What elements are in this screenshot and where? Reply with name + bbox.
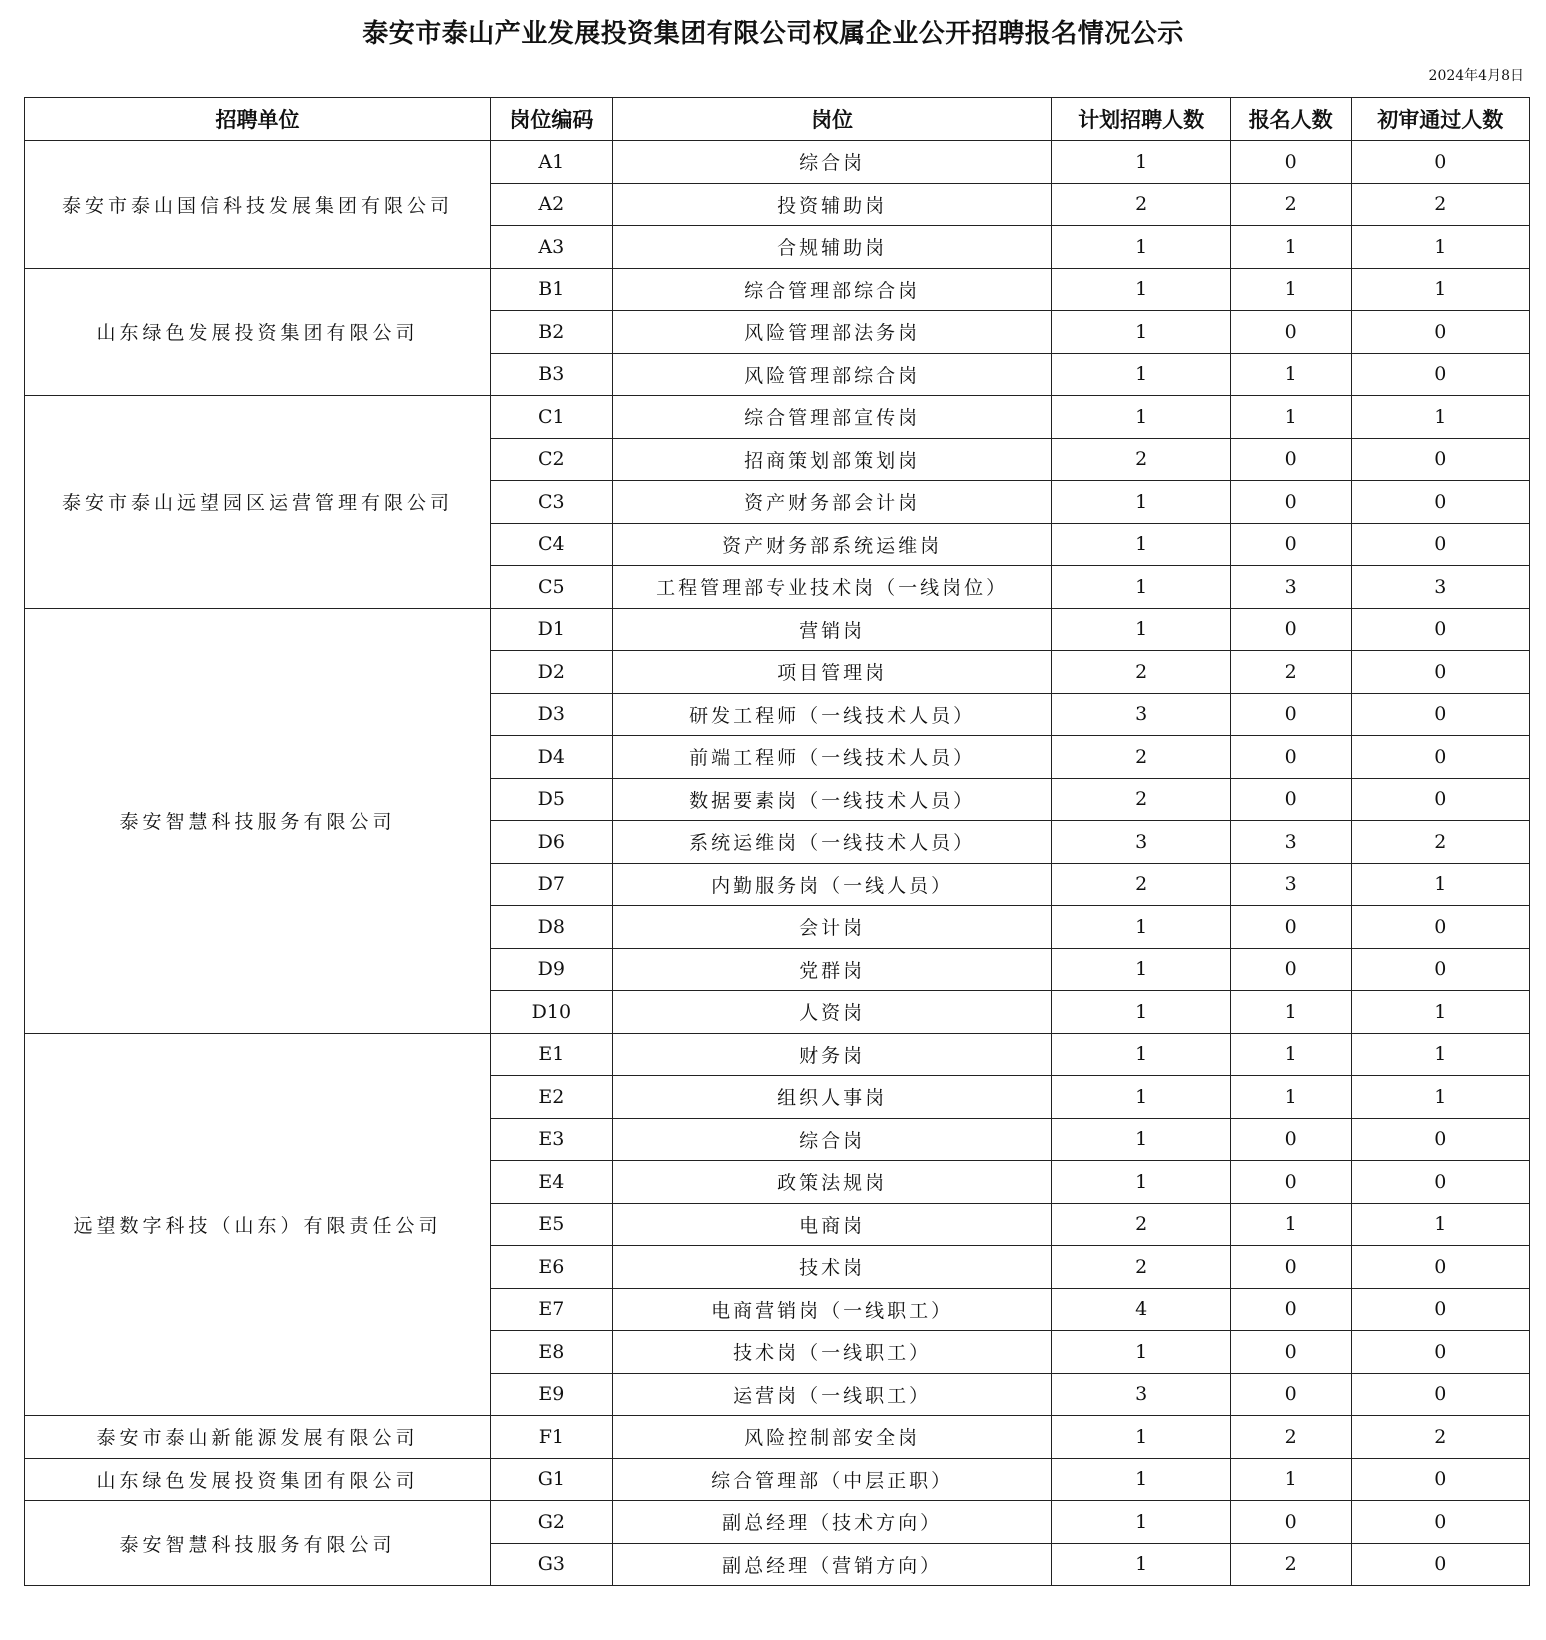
cell-post: 综合管理部宣传岗 [612, 396, 1052, 439]
cell-code: E5 [490, 1203, 612, 1246]
cell-passed: 0 [1351, 651, 1529, 694]
cell-applied: 2 [1230, 1416, 1351, 1459]
table-body [25, 141, 1530, 1586]
cell-plan: 2 [1052, 736, 1230, 779]
table-row [25, 268, 1530, 311]
cell-post: 党群岗 [612, 948, 1052, 991]
cell-post: 综合岗 [612, 141, 1052, 184]
cell-plan: 1 [1052, 1033, 1230, 1076]
table-row [25, 1416, 1530, 1459]
cell-passed: 0 [1351, 311, 1529, 354]
cell-post: 数据要素岗（一线技术人员） [612, 778, 1052, 821]
cell-post: 运营岗（一线职工） [612, 1373, 1052, 1416]
cell-applied: 3 [1230, 821, 1351, 864]
cell-post: 综合管理部（中层正职） [612, 1458, 1052, 1501]
cell-code: D7 [490, 863, 612, 906]
page-title: 泰安市泰山产业发展投资集团有限公司权属企业公开招聘报名情况公示 [362, 19, 1184, 49]
cell-plan: 2 [1052, 863, 1230, 906]
cell-passed: 1 [1351, 1076, 1529, 1119]
cell-applied: 0 [1230, 736, 1351, 779]
cell-unit: 泰安智慧科技服务有限公司 [25, 608, 491, 1033]
cell-code: D10 [490, 991, 612, 1034]
cell-applied: 1 [1230, 1033, 1351, 1076]
cell-plan: 1 [1052, 1118, 1230, 1161]
cell-code: D3 [490, 693, 612, 736]
cell-code: B1 [490, 268, 612, 311]
cell-applied: 0 [1230, 438, 1351, 481]
cell-code: A1 [490, 141, 612, 184]
table-header-row [25, 98, 1530, 141]
cell-unit: 泰安市泰山新能源发展有限公司 [25, 1416, 491, 1459]
cell-passed: 0 [1351, 778, 1529, 821]
cell-plan: 1 [1052, 1331, 1230, 1374]
cell-post: 合规辅助岗 [612, 226, 1052, 269]
cell-post: 营销岗 [612, 608, 1052, 651]
cell-applied: 0 [1230, 523, 1351, 566]
cell-post: 风险管理部综合岗 [612, 353, 1052, 396]
cell-plan: 2 [1052, 183, 1230, 226]
cell-post: 综合岗 [612, 1118, 1052, 1161]
cell-post: 系统运维岗（一线技术人员） [612, 821, 1052, 864]
cell-passed: 1 [1351, 1203, 1529, 1246]
recruitment-table [24, 97, 1530, 1586]
cell-plan: 2 [1052, 778, 1230, 821]
cell-passed: 2 [1351, 821, 1529, 864]
cell-applied: 2 [1230, 183, 1351, 226]
cell-code: G2 [490, 1501, 612, 1544]
col-header-applied: 报名人数 [1230, 98, 1351, 141]
cell-post: 资产财务部会计岗 [612, 481, 1052, 524]
cell-code: F1 [490, 1416, 612, 1459]
cell-applied: 1 [1230, 1076, 1351, 1119]
cell-plan: 3 [1052, 1373, 1230, 1416]
cell-plan: 1 [1052, 141, 1230, 184]
cell-applied: 0 [1230, 1246, 1351, 1289]
cell-code: D6 [490, 821, 612, 864]
cell-post: 综合管理部综合岗 [612, 268, 1052, 311]
cell-post: 人资岗 [612, 991, 1052, 1034]
cell-post: 电商营销岗（一线职工） [612, 1288, 1052, 1331]
cell-code: B2 [490, 311, 612, 354]
cell-post: 前端工程师（一线技术人员） [612, 736, 1052, 779]
cell-post: 资产财务部系统运维岗 [612, 523, 1052, 566]
cell-applied: 0 [1230, 1118, 1351, 1161]
cell-post: 内勤服务岗（一线人员） [612, 863, 1052, 906]
cell-post: 研发工程师（一线技术人员） [612, 693, 1052, 736]
cell-plan: 1 [1052, 396, 1230, 439]
table-row [25, 1033, 1530, 1076]
cell-passed: 0 [1351, 1161, 1529, 1204]
cell-passed: 3 [1351, 566, 1529, 609]
table-row [25, 396, 1530, 439]
publish-date: 2024年4月8日 [1428, 68, 1524, 84]
cell-applied: 3 [1230, 566, 1351, 609]
cell-plan: 1 [1052, 523, 1230, 566]
cell-post: 电商岗 [612, 1203, 1052, 1246]
cell-applied: 0 [1230, 906, 1351, 949]
cell-plan: 1 [1052, 1076, 1230, 1119]
cell-applied: 0 [1230, 948, 1351, 991]
cell-post: 副总经理（营销方向） [612, 1543, 1052, 1586]
cell-passed: 0 [1351, 523, 1529, 566]
cell-code: C5 [490, 566, 612, 609]
cell-passed: 0 [1351, 693, 1529, 736]
cell-passed: 1 [1351, 1033, 1529, 1076]
cell-applied: 0 [1230, 141, 1351, 184]
cell-code: D4 [490, 736, 612, 779]
cell-passed: 0 [1351, 1331, 1529, 1374]
cell-applied: 0 [1230, 608, 1351, 651]
cell-unit: 远望数字科技（山东）有限责任公司 [25, 1033, 491, 1416]
cell-applied: 1 [1230, 226, 1351, 269]
cell-applied: 0 [1230, 311, 1351, 354]
cell-passed: 0 [1351, 736, 1529, 779]
cell-applied: 0 [1230, 1501, 1351, 1544]
cell-applied: 1 [1230, 1458, 1351, 1501]
cell-passed: 0 [1351, 906, 1529, 949]
cell-post: 技术岗 [612, 1246, 1052, 1289]
cell-plan: 1 [1052, 481, 1230, 524]
cell-plan: 1 [1052, 948, 1230, 991]
cell-applied: 0 [1230, 1331, 1351, 1374]
cell-passed: 2 [1351, 1416, 1529, 1459]
cell-passed: 1 [1351, 991, 1529, 1034]
cell-code: E9 [490, 1373, 612, 1416]
cell-plan: 1 [1052, 311, 1230, 354]
cell-post: 风险管理部法务岗 [612, 311, 1052, 354]
cell-passed: 0 [1351, 1501, 1529, 1544]
cell-code: C2 [490, 438, 612, 481]
cell-passed: 0 [1351, 438, 1529, 481]
cell-code: D8 [490, 906, 612, 949]
cell-applied: 1 [1230, 1203, 1351, 1246]
table-row [25, 1501, 1530, 1544]
table-row [25, 608, 1530, 651]
cell-post: 会计岗 [612, 906, 1052, 949]
cell-applied: 0 [1230, 481, 1351, 524]
cell-passed: 0 [1351, 608, 1529, 651]
cell-post: 技术岗（一线职工） [612, 1331, 1052, 1374]
cell-applied: 1 [1230, 396, 1351, 439]
cell-applied: 1 [1230, 268, 1351, 311]
cell-passed: 1 [1351, 226, 1529, 269]
cell-plan: 1 [1052, 226, 1230, 269]
cell-passed: 0 [1351, 481, 1529, 524]
cell-unit: 泰安智慧科技服务有限公司 [25, 1501, 491, 1586]
cell-code: A2 [490, 183, 612, 226]
cell-plan: 3 [1052, 821, 1230, 864]
cell-plan: 1 [1052, 991, 1230, 1034]
col-header-passed: 初审通过人数 [1351, 98, 1529, 141]
cell-plan: 2 [1052, 1246, 1230, 1289]
cell-plan: 2 [1052, 1203, 1230, 1246]
cell-unit: 山东绿色发展投资集团有限公司 [25, 1458, 491, 1501]
cell-passed: 1 [1351, 268, 1529, 311]
cell-post: 投资辅助岗 [612, 183, 1052, 226]
cell-code: E8 [490, 1331, 612, 1374]
cell-passed: 0 [1351, 1246, 1529, 1289]
cell-applied: 0 [1230, 1161, 1351, 1204]
cell-unit: 泰安市泰山远望园区运营管理有限公司 [25, 396, 491, 609]
table-row [25, 1458, 1530, 1501]
cell-plan: 2 [1052, 651, 1230, 694]
cell-code: A3 [490, 226, 612, 269]
cell-applied: 0 [1230, 693, 1351, 736]
col-header-code: 岗位编码 [490, 98, 612, 141]
cell-plan: 1 [1052, 1416, 1230, 1459]
cell-post: 组织人事岗 [612, 1076, 1052, 1119]
cell-passed: 0 [1351, 353, 1529, 396]
col-header-plan: 计划招聘人数 [1052, 98, 1230, 141]
cell-applied: 1 [1230, 991, 1351, 1034]
cell-passed: 0 [1351, 1458, 1529, 1501]
cell-plan: 4 [1052, 1288, 1230, 1331]
col-header-post: 岗位 [612, 98, 1052, 141]
cell-passed: 0 [1351, 141, 1529, 184]
cell-plan: 1 [1052, 1543, 1230, 1586]
cell-plan: 1 [1052, 1161, 1230, 1204]
cell-code: D2 [490, 651, 612, 694]
cell-applied: 2 [1230, 651, 1351, 694]
cell-applied: 3 [1230, 863, 1351, 906]
table-row [25, 141, 1530, 184]
cell-post: 项目管理岗 [612, 651, 1052, 694]
cell-post: 工程管理部专业技术岗（一线岗位） [612, 566, 1052, 609]
cell-plan: 3 [1052, 693, 1230, 736]
cell-plan: 1 [1052, 608, 1230, 651]
cell-passed: 0 [1351, 1543, 1529, 1586]
cell-applied: 0 [1230, 778, 1351, 821]
cell-code: D1 [490, 608, 612, 651]
cell-post: 财务岗 [612, 1033, 1052, 1076]
cell-post: 政策法规岗 [612, 1161, 1052, 1204]
cell-post: 招商策划部策划岗 [612, 438, 1052, 481]
cell-code: G3 [490, 1543, 612, 1586]
cell-plan: 1 [1052, 1458, 1230, 1501]
cell-passed: 1 [1351, 863, 1529, 906]
cell-passed: 0 [1351, 1373, 1529, 1416]
cell-code: E7 [490, 1288, 612, 1331]
cell-applied: 2 [1230, 1543, 1351, 1586]
cell-code: C1 [490, 396, 612, 439]
cell-plan: 1 [1052, 906, 1230, 949]
cell-plan: 1 [1052, 268, 1230, 311]
cell-post: 风险控制部安全岗 [612, 1416, 1052, 1459]
cell-code: G1 [490, 1458, 612, 1501]
col-header-unit: 招聘单位 [25, 98, 491, 141]
cell-plan: 1 [1052, 566, 1230, 609]
cell-code: E1 [490, 1033, 612, 1076]
cell-code: D5 [490, 778, 612, 821]
cell-code: E3 [490, 1118, 612, 1161]
cell-plan: 1 [1052, 1501, 1230, 1544]
cell-passed: 2 [1351, 183, 1529, 226]
cell-post: 副总经理（技术方向） [612, 1501, 1052, 1544]
cell-code: E2 [490, 1076, 612, 1119]
cell-code: E6 [490, 1246, 612, 1289]
cell-passed: 0 [1351, 1288, 1529, 1331]
cell-passed: 0 [1351, 1118, 1529, 1161]
cell-unit: 泰安市泰山国信科技发展集团有限公司 [25, 141, 491, 269]
cell-applied: 1 [1230, 353, 1351, 396]
cell-applied: 0 [1230, 1288, 1351, 1331]
cell-passed: 0 [1351, 948, 1529, 991]
cell-code: C3 [490, 481, 612, 524]
cell-code: B3 [490, 353, 612, 396]
cell-code: C4 [490, 523, 612, 566]
cell-code: D9 [490, 948, 612, 991]
cell-code: E4 [490, 1161, 612, 1204]
cell-plan: 2 [1052, 438, 1230, 481]
cell-unit: 山东绿色发展投资集团有限公司 [25, 268, 491, 396]
cell-passed: 1 [1351, 396, 1529, 439]
cell-plan: 1 [1052, 353, 1230, 396]
cell-applied: 0 [1230, 1373, 1351, 1416]
